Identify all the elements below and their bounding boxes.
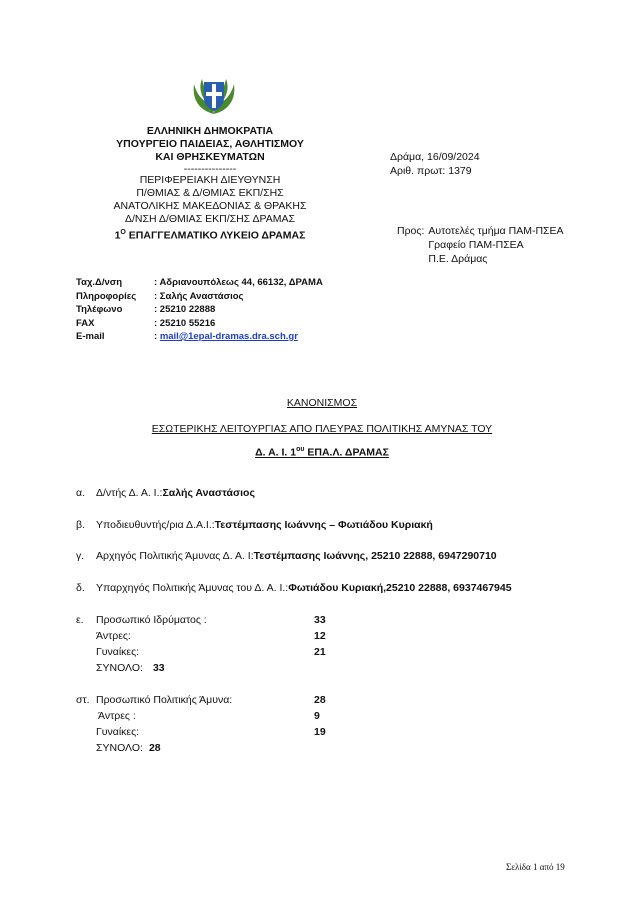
staff-total: 33 xyxy=(314,614,326,626)
contact-row: Ταχ.Δ/νση : Αδριανουπόλεως 44, 66132, ΔΡΑΜΑ xyxy=(76,277,323,288)
header-line: ΠΕΡΙΦΕΡΕΙΑΚΗ ΔΙΕΥΘΥΝΣΗ xyxy=(139,174,281,186)
header-line: ΑΝΑΤΟΛΙΚΗΣ ΜΑΚΕΔΟΝΙΑΣ & ΘΡΑΚΗΣ xyxy=(113,200,307,212)
staff-women-label: Γυναίκες: xyxy=(96,646,140,658)
staff-sum: 33 xyxy=(152,662,165,674)
document-date: Δράμα, 16/09/2024 xyxy=(390,151,480,163)
civil-women-label: Γυναίκες: xyxy=(96,726,140,738)
protocol-number: Αριθ. πρωτ: 1379 xyxy=(390,165,472,177)
contact-row: Τηλέφωνο : 25210 22888 xyxy=(76,304,216,315)
staff-women: 21 xyxy=(314,646,326,658)
contact-row: Πληροφορίες : Σαλής Αναστάσιος xyxy=(76,290,244,302)
header-authority xyxy=(95,125,325,243)
header-line: ΚΑΙ ΘΡΗΣΚΕΥΜΑΤΩΝ xyxy=(155,151,265,163)
civil-men: 9 xyxy=(314,710,320,722)
staff-men-label: Άντρες: xyxy=(96,630,131,642)
civil-sum-label: ΣΥΝΟΛΟ: xyxy=(96,742,143,754)
header-line: Π/ΘΜΙΑΣ & Δ/ΘΜΙΑΣ ΕΚΠ/ΣΗΣ xyxy=(136,187,284,199)
item-deputy: β. Υποδιευθυντής/ρια Δ.Α.Ι.: Τεστέμπασης Ιωάννης – Φωτιάδου Κυριακή xyxy=(76,519,433,531)
header-separator: --------------- xyxy=(183,163,237,175)
civil-sum: 28 xyxy=(148,742,161,754)
title-kanonismos: ΚΑΝΟΝΙΣΜΟΣ xyxy=(286,397,358,409)
staff-mark: ε. xyxy=(76,614,84,626)
title-subtitle: ΕΣΩΤΕΡΙΚΗΣ ΛΕΙΤΟΥΡΓΙΑΣ ΑΠΟ ΠΛΕΥΡΑΣ ΠΟΛΙΤΙΚΗΣ ΑΜΥΝΑΣ ΤΟΥ xyxy=(151,423,493,435)
school-name: $1^O$ ΕΠΑΓΓΕΛΜΑΤΙΚΟ ΛΥΚΕΙΟ ΔΡΑΜΑΣ xyxy=(114,229,306,242)
item-director: α. Δ/ντής Δ. Α. Ι.: Σαλής Αναστάσιος xyxy=(76,487,255,499)
recipient-label: Προς: xyxy=(397,225,425,237)
recipient-line: Αυτοτελές τμήμα ΠΑΜ-ΠΣΕΑ xyxy=(428,225,564,237)
staff-sum-label: ΣΥΝΟΛΟ: xyxy=(96,662,143,674)
staff-block xyxy=(76,612,326,676)
recipient-block xyxy=(397,224,564,266)
item-civil-chief: γ. Αρχηγός Πολιτικής Άμυνας Δ. Α. Ι: Τεστέμπασης Ιωάννης, 25210 22888, 6947290710 xyxy=(76,550,497,562)
page-number: Σελίδα 1 από 19 xyxy=(506,862,565,872)
civil-title: Προσωπικό Πολιτικής Άμυνα: xyxy=(96,694,233,706)
civil-defense-block xyxy=(76,692,326,756)
contact-details xyxy=(76,276,323,344)
recipient-line: Γραφείο ΠΑΜ-ΠΣΕΑ xyxy=(428,239,524,251)
civil-men-label: Άντρες : xyxy=(98,710,136,722)
staff-men: 12 xyxy=(314,630,326,642)
header-line: ΕΛΛΗΝΙΚΗ ΔΗΜΟΚΡΑΤΙΑ xyxy=(146,125,274,137)
title-school: Δ. Α. Ι. $1^{o\upsilon}$ ΕΠΑ.Λ. ΔΡΑΜΑΣ xyxy=(255,446,389,459)
greek-emblem-icon xyxy=(190,76,238,116)
recipient-line: Π.Ε. Δράμας xyxy=(428,253,488,265)
item-civil-deputy: δ. Υπαρχηγός Πολιτικής Άμυνας του Δ. Α. Ι.: Φωτιάδου Κυριακή,25210 22888, 6937467945 xyxy=(76,582,512,594)
civil-total: 28 xyxy=(314,694,326,706)
header-line: ΥΠΟΥΡΓΕΙΟ ΠΑΙΔΕΙΑΣ, ΑΘΛΗΤΙΣΜΟΥ xyxy=(116,138,304,150)
civil-mark: στ. xyxy=(76,694,90,706)
date-block xyxy=(390,150,480,178)
email-link[interactable]: mail@1epal-dramas.dra.sch.gr xyxy=(159,331,298,342)
civil-women: 19 xyxy=(314,726,326,738)
contact-row: E-mail : mail@1epal-dramas.dra.sch.gr xyxy=(76,331,298,342)
staff-title: Προσωπικό Ιδρύματος : xyxy=(96,614,207,626)
header-line: Δ/ΝΣΗ Δ/ΘΜΙΑΣ ΕΚΠ/ΣΗΣ ΔΡΑΜΑΣ xyxy=(125,213,295,225)
contact-row: FAX : 25210 55216 xyxy=(76,317,216,329)
